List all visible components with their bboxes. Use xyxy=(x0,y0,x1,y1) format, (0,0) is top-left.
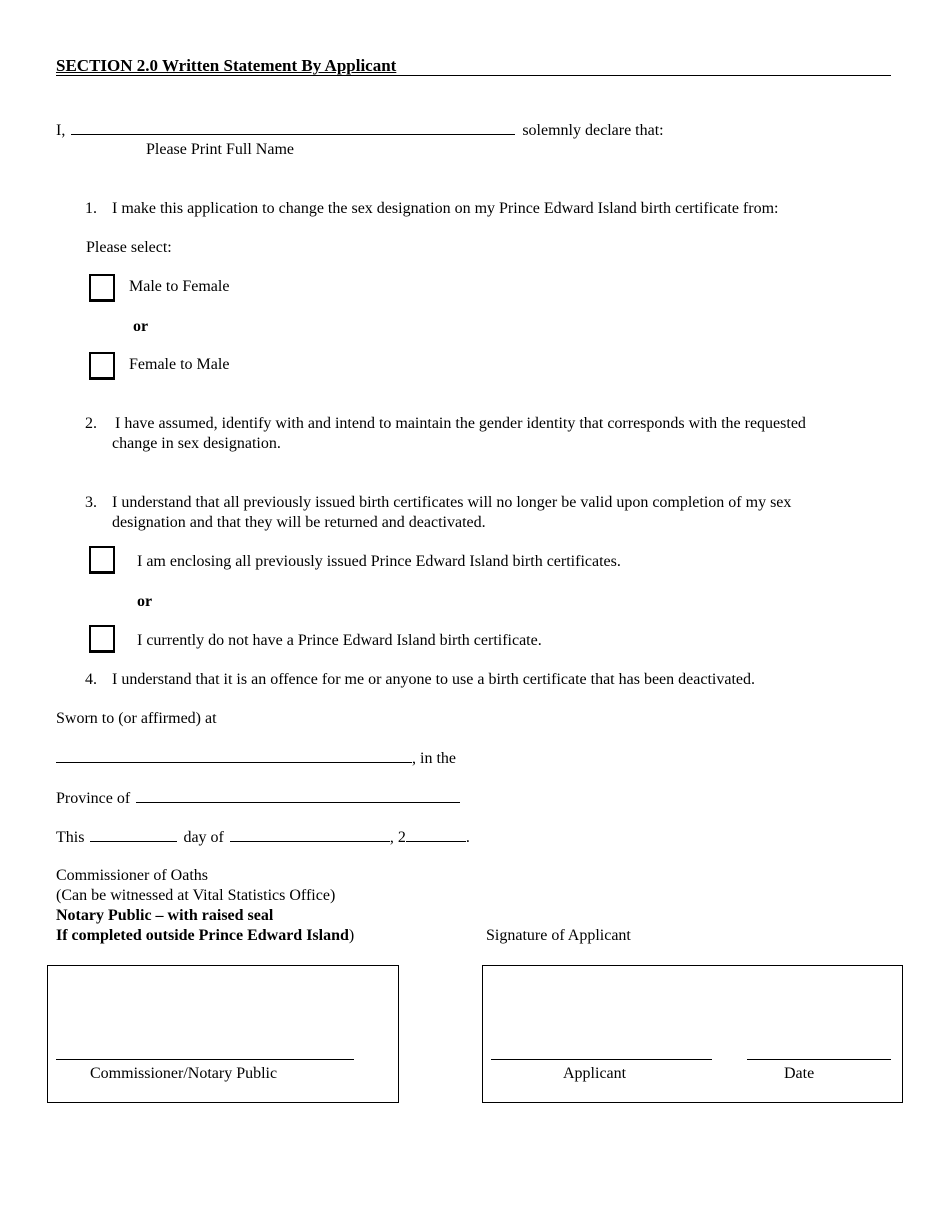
this-label: This xyxy=(56,829,85,846)
day-field[interactable] xyxy=(90,827,177,842)
date-line xyxy=(56,827,470,848)
or-separator: or xyxy=(133,318,149,335)
declaration-suffix: solemnly declare that: xyxy=(522,122,664,139)
sworn-location-field[interactable] xyxy=(56,748,412,763)
date-caption: Date xyxy=(784,1065,815,1082)
item-3-text-line2: designation and that they will be returned and deactivated. xyxy=(112,514,486,531)
declaration-prefix: I, xyxy=(56,122,66,139)
commissioner-line4-bold: If completed outside Prince Edward Island xyxy=(56,927,349,944)
commissioner-signature-line xyxy=(56,1059,354,1060)
commissioner-caption: Commissioner/Notary Public xyxy=(90,1065,278,1082)
female-to-male-checkbox[interactable] xyxy=(89,352,115,380)
year-field[interactable] xyxy=(406,827,466,842)
in-the-text: , in the xyxy=(412,750,456,767)
signature-of-applicant-label: Signature of Applicant xyxy=(486,927,631,944)
enclosing-certificates-checkbox[interactable] xyxy=(89,546,115,574)
enclosing-certificates-label: I am enclosing all previously issued Prince Edward Island birth certificates. xyxy=(137,553,621,570)
year-prefix: , 2 xyxy=(389,829,406,846)
full-name-caption: Please Print Full Name xyxy=(146,141,294,158)
section-heading: SECTION 2.0 Written Statement By Applicant xyxy=(56,56,397,75)
item-1-number: 1. xyxy=(85,200,97,217)
commissioner-line4 xyxy=(56,926,354,946)
day-of-label: day of xyxy=(183,829,224,846)
or-separator: or xyxy=(137,593,153,610)
no-certificate-label: I currently do not have a Prince Edward Island birth certificate. xyxy=(137,632,542,649)
commissioner-line1: Commissioner of Oaths xyxy=(56,867,208,884)
commissioner-line4-tail: ) xyxy=(348,927,355,944)
item-1-text: I make this application to change the sex designation on my Prince Edward Island birth certificate from: xyxy=(112,200,779,217)
applicant-caption: Applicant xyxy=(563,1065,627,1082)
item-2-number: 2. xyxy=(85,415,97,432)
province-of-label: Province of xyxy=(56,790,131,807)
commissioner-line3: Notary Public – with raised seal xyxy=(56,907,274,924)
date-period: . xyxy=(465,829,470,846)
declaration-line xyxy=(56,120,664,141)
date-signature-line xyxy=(747,1059,891,1060)
male-to-female-checkbox[interactable] xyxy=(89,274,115,302)
commissioner-line2: (Can be witnessed at Vital Statistics Office) xyxy=(56,887,336,904)
male-to-female-label: Male to Female xyxy=(129,278,230,295)
applicant-signature-box[interactable] xyxy=(482,965,903,1103)
item-2-text-line1: I have assumed, identify with and intend to maintain the gender identity that corresponds with the requested xyxy=(115,415,806,432)
province-line xyxy=(56,788,460,809)
item-4-number: 4. xyxy=(85,671,97,688)
applicant-signature-line xyxy=(491,1059,712,1060)
item-3-number: 3. xyxy=(85,494,97,511)
sworn-location-line xyxy=(56,748,456,769)
item-4-text: I understand that it is an offence for me or anyone to use a birth certificate that has been deactivated. xyxy=(112,671,755,688)
month-field[interactable] xyxy=(230,827,390,842)
province-field[interactable] xyxy=(136,788,460,803)
item-2-text-line2: change in sex designation. xyxy=(112,435,281,452)
sworn-label: Sworn to (or affirmed) at xyxy=(56,710,217,727)
full-name-field[interactable] xyxy=(71,120,515,135)
heading-underline xyxy=(56,75,891,76)
please-select-label: Please select: xyxy=(86,239,172,256)
item-3-text-line1: I understand that all previously issued birth certificates will no longer be valid upon completion of my sex xyxy=(112,494,792,511)
no-certificate-checkbox[interactable] xyxy=(89,625,115,653)
female-to-male-label: Female to Male xyxy=(129,356,230,373)
